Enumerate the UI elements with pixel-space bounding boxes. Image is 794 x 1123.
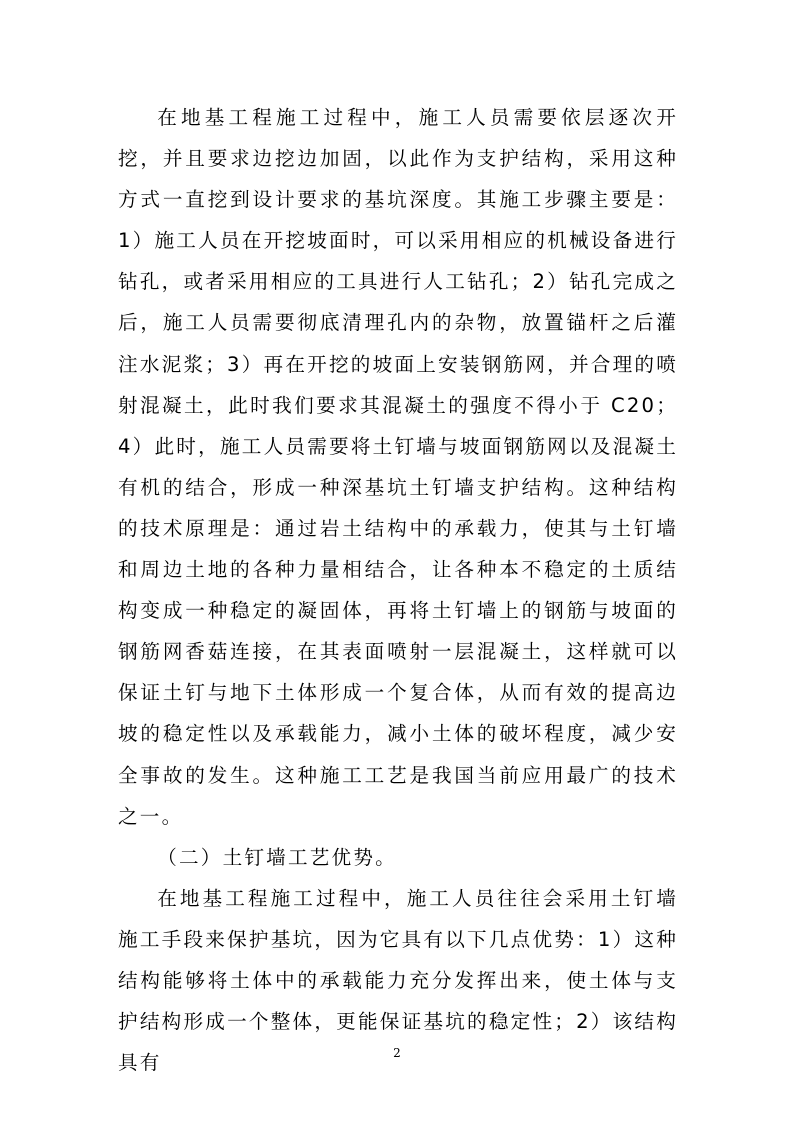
section-heading-soil-nail-advantages: （二）土钉墙工艺优势。 [157, 845, 397, 869]
body-text [118, 97, 678, 1083]
paragraph-soil-nail-construction-steps: 在地基工程施工过程中，施工人员需要依层逐次开挖，并且要求边挖边加固，以此作为支护结构，采用这种方式一直挖到设计要求的基坑深度。其施工步骤主要是：1）施工人员在开挖坡面时，可以采用相应的机械设备进行钻孔，或者采用相应的工具进行人工钻孔；2）钻孔完成之后，施工人员需要彻底清理孔内的杂物，放置锚杆之后灌注水泥浆；3）再在开挖的坡面上安装钢筋网，并合理的喷射混凝土，此时我们要求其混凝土的强度不得小于 C20；4）此时，施工人员需要将土钉墙与坡面钢筋网以及混凝土有机的结合，形成一种深基坑土钉墙支护结构。这种结构的技术原理是：通过岩土结构中的承载力，使其与土钉墙和周边土地的各种力量相结合，让各种本不稳定的土质结构变成一种稳定的凝固体，再将土钉墙上的钢筋与坡面的钢筋网香菇连接，在其表面喷射一层混凝土，这样就可以保证土钉与地下土体形成一个复合体，从而有效的提高边坡的稳定性以及承载能力，减小土体的破坏程度，减少安全事故的发生。这种施工工艺是我国当前应用最广的技术之一。 [118, 106, 678, 828]
page-number: 2 [393, 1046, 401, 1060]
paragraph-soil-nail-advantages: 在地基工程施工过程中，施工人员往往会采用土钉墙施工手段来保护基坑，因为它具有以下几点优势：1）这种结构能够将土体中的承载能力充分发挥出来，使土体与支护结构形成一个整体，更能保证基坑的稳定性；2）该结构具有 [118, 886, 678, 1075]
